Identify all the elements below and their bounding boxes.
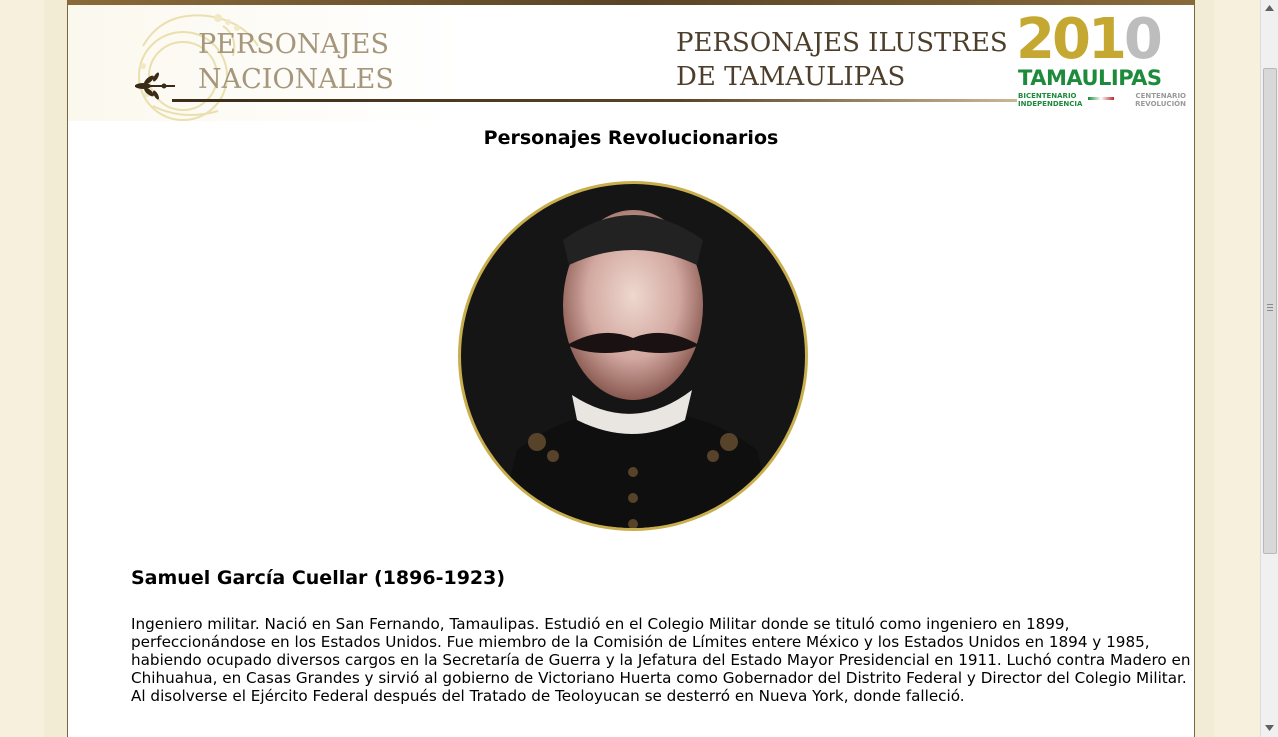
banner-top-line <box>68 0 1194 5</box>
section-title: Personajes Revolucionarios <box>483 127 779 149</box>
logo-digit: 2 <box>1016 7 1052 72</box>
personajes-nacionales-title[interactable] <box>198 27 438 97</box>
logo-bicentenario: BICENTENARIO INDEPENDENCIA <box>1018 92 1083 108</box>
logo-centenario: CENTENARIO REVOLUCIÓN <box>1135 92 1186 108</box>
triangle-up-icon <box>1265 5 1274 11</box>
scroll-grip <box>1267 303 1273 311</box>
logo-digit: 0 <box>1123 7 1160 72</box>
scroll-down-arrow[interactable] <box>1261 720 1278 737</box>
main-content <box>68 0 1194 737</box>
banner-divider <box>172 99 1017 102</box>
page-background-left <box>0 0 44 737</box>
biography-text <box>131 615 1191 705</box>
header-banner <box>68 0 1194 121</box>
page-border-right <box>1194 0 1215 737</box>
national-line-2: NACIONALES <box>198 64 394 95</box>
personajes-ilustres-title <box>676 26 1016 94</box>
portrait-image <box>457 180 809 532</box>
triangle-down-icon <box>1265 725 1274 731</box>
tamaulipas-2010-logo <box>1016 7 1188 110</box>
logo-digit: 1 <box>1087 7 1124 72</box>
biography-paragraph: Ingeniero militar. Nació en San Fernando, Tamaulipas. Estudió en el Colegio Militar donde se tituló como ingeniero en 1899, perfeccionándose en los Estados Unidos. Fue miembro de la Comisión de Límites entere México y los Estados Unidos en 1894 y 1985, habiendo ocupado diversos cargos en la Secretaría de Guerra y la Jefatura del Estado Mayor Presidencial en 1911. Luchó contra Madero en Chihuahua, en Casas Grandes y sirvió al gobierno de Victoriano Huerta como Gobernador del Distrito Federal y Director del Colegio Militar. Al disolverse el Ejército Federal después del Tratado de Teoloyucan se desterró en Nueva York, donde falleció. <box>131 615 1191 705</box>
logo-digit: 0 <box>1051 7 1088 72</box>
person-name: Samuel García Cuellar (1896-1923) <box>131 567 506 589</box>
logo-year <box>1016 7 1188 72</box>
page-border-left <box>44 0 68 737</box>
logo-flag-bar <box>1088 97 1114 100</box>
vertical-scrollbar[interactable] <box>1260 0 1278 737</box>
national-line-1: PERSONAJES <box>198 29 389 60</box>
logo-name: TAMAULIPAS <box>1018 66 1162 90</box>
page-background-right <box>1214 0 1260 737</box>
scroll-up-arrow[interactable] <box>1261 0 1278 17</box>
scroll-thumb[interactable] <box>1263 68 1277 554</box>
ilustres-line-2: DE TAMAULIPAS <box>676 62 906 92</box>
ilustres-line-1: PERSONAJES ILUSTRES <box>676 28 1008 58</box>
